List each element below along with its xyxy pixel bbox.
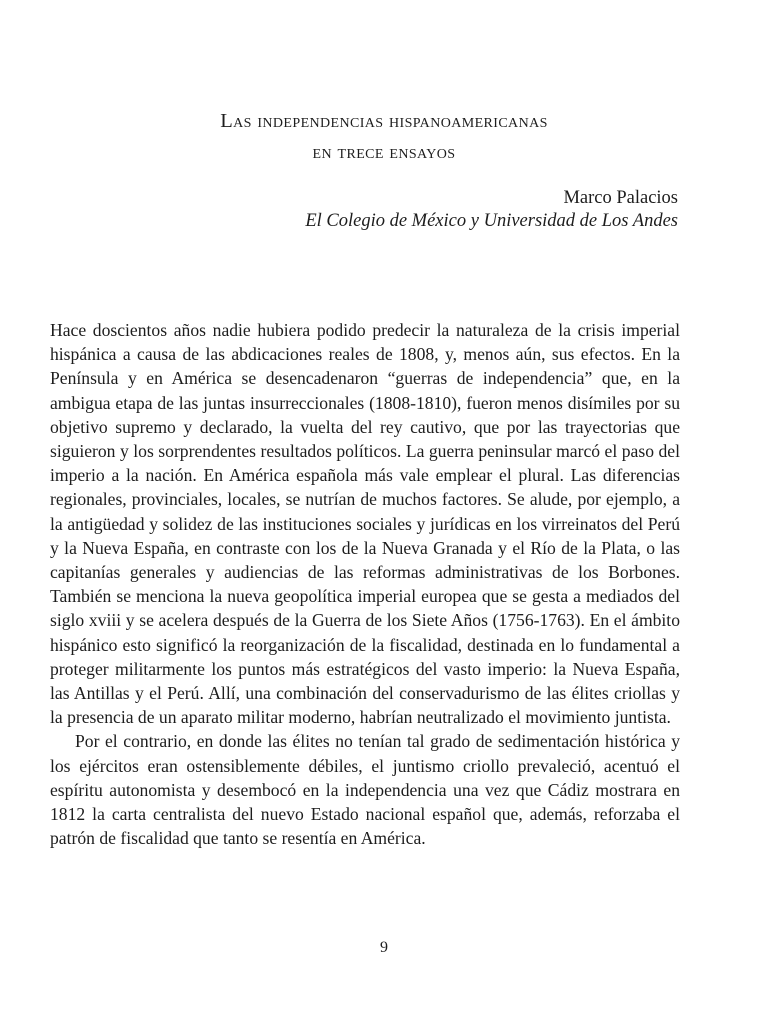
author-block bbox=[305, 187, 678, 233]
paragraph-1: Hace doscientos años nadie hubiera podido predecir la naturaleza de la crisis imperial hispánica a causa de las abdicaciones reales de 1808, y, menos aún, sus efectos. En la Península y en América se desencadenaron “guerras de independencia” que, en la ambigua etapa de las juntas insurreccionales (1808-1810), fueron menos disímiles por su objetivo supremo y declarado, la vuelta del rey cautivo, que por las trayectorias que siguieron y los sorprendentes resultados políticos. La guerra peninsular marcó el paso del imperio a la nación. En América española más vale emplear el plural. Las diferencias regionales, provinciales, locales, se nutrían de muchos factores. Se alude, por ejemplo, a la antigüedad y solidez de las instituciones sociales y jurídicas en los virreinatos del Perú y la Nueva España, en contraste con los de la Nueva Granada y el Río de la Plata, o las capitanías generales y audiencias de las reformas administrativas de los Borbones. También se menciona la nueva geopolítica imperial europea que se gesta a mediados del siglo xviii y se acelera después de la Guerra de los Siete Años (1756-1763). En el ámbito hispánico esto significó la reorganización de la fiscalidad, destinada en lo fundamental a proteger militarmente los puntos más estratégicos del vasto imperio: la Nueva España, las Antillas y el Perú. Allí, una combinación del conservadurismo de las élites criollas y la presencia de un aparato militar moderno, habrían neutralizado el movimiento juntista. bbox=[50, 320, 680, 728]
paragraph-2: Por el contrario, en donde las élites no tenían tal grado de sedimentación histórica y los ejércitos eran ostensiblemente débiles, el juntismo criollo prevaleció, acentuó el espíritu autonomista y desembocó en la independencia una vez que Cádiz mostrara en 1812 la carta centralista del nuevo Estado nacional español que, además, reforzaba el patrón de fiscalidad que tanto se resentía en América. bbox=[50, 731, 680, 849]
author-name: Marco Palacios bbox=[563, 188, 678, 208]
page-number: 9 bbox=[380, 939, 388, 956]
chapter-title-line-2: en trece ensayos bbox=[312, 141, 456, 163]
author-affiliation: El Colegio de México y Universidad de Los Andes bbox=[305, 211, 678, 231]
chapter-title-line-1: Las independencias hispanoamericanas bbox=[220, 110, 548, 132]
chapter-title bbox=[80, 106, 688, 168]
body-text bbox=[50, 318, 680, 850]
